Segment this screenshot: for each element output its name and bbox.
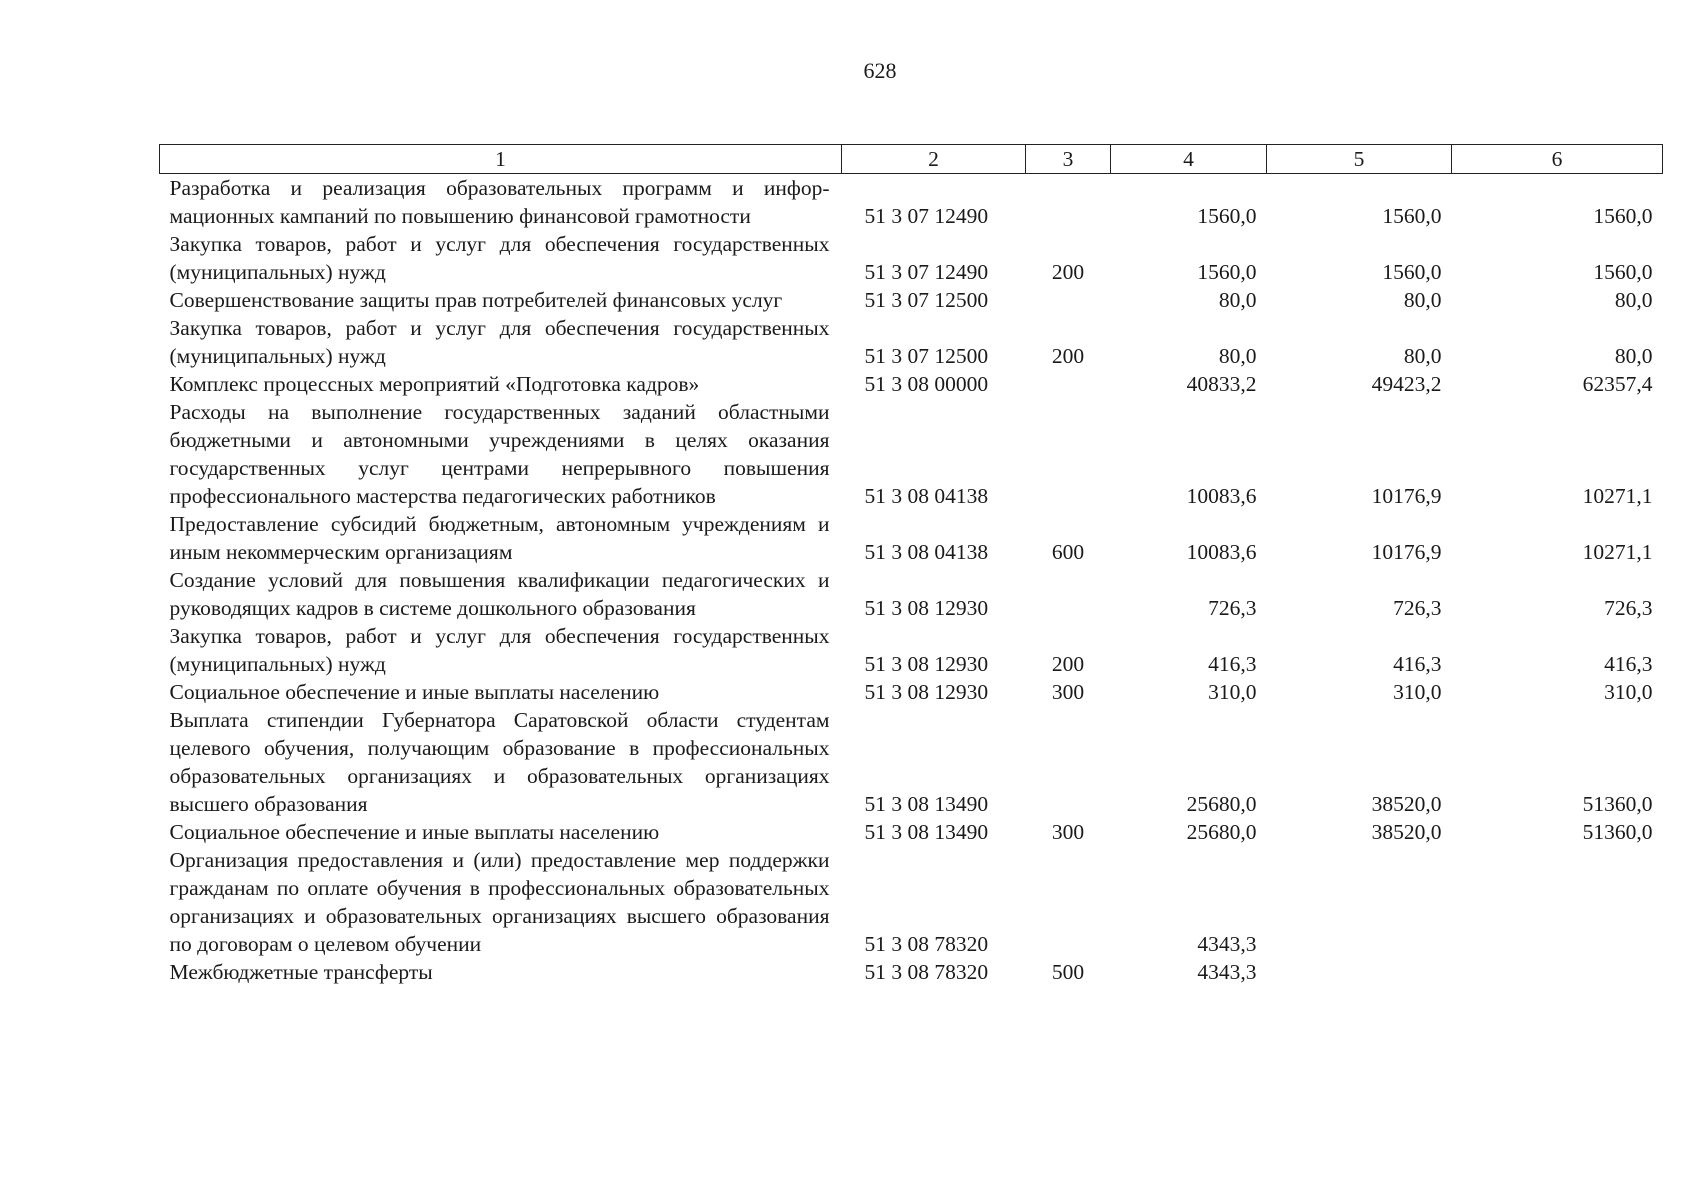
- row-description: Социальное обеспечение и иные выплаты населению: [169, 820, 660, 844]
- row-description: Выплата стипендии Губернатора Саратовской области студентам целевого обучения, получающим образование в профессиональных образовательных организациях и образовательных организациях высшего образования: [169, 708, 830, 816]
- table-row: [160, 314, 1663, 370]
- table-row: [160, 622, 1663, 678]
- column-header-2: 2: [842, 145, 1026, 174]
- table-row: [160, 706, 1663, 818]
- row-amount-year-2: 416,3: [1393, 652, 1442, 676]
- row-description: Расходы на выполнение государственных заданий областными бюджетными и автономными учреждениями в целях оказания государственных услуг центрами непрерывного повышения профессионального мастерства педагогических работников: [169, 400, 830, 508]
- row-amount-year-2: [1267, 846, 1452, 958]
- row-code: 51 3 08 12930: [864, 680, 989, 704]
- row-description: Разработка и реализация образовательных программ и информационных кампаний по повышению финансовой грамотности: [169, 176, 830, 228]
- row-expense-type: [1026, 566, 1111, 622]
- column-header-6: 6: [1452, 145, 1663, 174]
- table-row: [160, 174, 1663, 231]
- row-amount-year-1: 1560,0: [1197, 260, 1257, 284]
- row-amount-year-1: 80,0: [1218, 288, 1257, 312]
- row-amount-year-3: 416,3: [1604, 652, 1653, 676]
- row-expense-type: 500: [1051, 960, 1085, 984]
- table-body: [160, 174, 1663, 987]
- row-amount-year-2: 10176,9: [1371, 540, 1442, 564]
- row-description: Социальное обеспечение и иные выплаты населению: [169, 680, 660, 704]
- table-row: [160, 398, 1663, 510]
- row-description: Предоставление субсидий бюджетным, автономным учреждениям и иным некоммерческим организациям: [169, 512, 830, 564]
- table-row: [160, 286, 1663, 314]
- row-expense-type: [1026, 370, 1111, 398]
- row-expense-type: [1026, 846, 1111, 958]
- row-amount-year-2: 10176,9: [1371, 484, 1442, 508]
- row-code: 51 3 08 78320: [864, 960, 989, 984]
- row-code: 51 3 08 12930: [864, 652, 989, 676]
- table-row: [160, 566, 1663, 622]
- row-code: 51 3 07 12490: [864, 260, 989, 284]
- row-expense-type: 600: [1051, 540, 1085, 564]
- row-code: 51 3 08 12930: [864, 596, 989, 620]
- column-header-4: 4: [1111, 145, 1267, 174]
- row-description: Организация предоставления и (или) предоставление мер поддержки гражданам по оплате обучения в профессиональных образовательных организациях и образовательных организациях высшего образования по договорам о целевом обучении: [169, 848, 830, 956]
- row-code: 51 3 08 13490: [864, 820, 989, 844]
- row-description: Закупка товаров, работ и услуг для обеспечения государственных (муниципальных) нужд: [169, 232, 830, 284]
- row-code: 51 3 08 04138: [864, 540, 989, 564]
- budget-table: [159, 144, 1663, 986]
- row-amount-year-1: 416,3: [1208, 652, 1257, 676]
- column-header-3: 3: [1026, 145, 1111, 174]
- row-amount-year-3: [1452, 846, 1663, 958]
- row-code: 51 3 07 12490: [864, 204, 989, 228]
- row-amount-year-3: 51360,0: [1582, 792, 1653, 816]
- row-description: Межбюджетные трансферты: [169, 960, 433, 984]
- row-amount-year-3: 80,0: [1614, 344, 1653, 368]
- row-amount-year-2: 38520,0: [1371, 820, 1442, 844]
- row-code: 51 3 08 00000: [864, 372, 989, 396]
- row-amount-year-3: 1560,0: [1593, 260, 1653, 284]
- row-amount-year-3: 1560,0: [1593, 204, 1653, 228]
- row-amount-year-3: 51360,0: [1582, 820, 1653, 844]
- row-amount-year-2: 1560,0: [1382, 260, 1442, 284]
- row-amount-year-1: 10083,6: [1186, 484, 1257, 508]
- row-expense-type: 200: [1051, 260, 1085, 284]
- table-row: [160, 678, 1663, 706]
- table-row: [160, 370, 1663, 398]
- table-row: [160, 958, 1663, 986]
- row-amount-year-1: 726,3: [1208, 596, 1257, 620]
- row-amount-year-2: 726,3: [1393, 596, 1442, 620]
- row-amount-year-3: 62357,4: [1582, 372, 1653, 396]
- row-amount-year-1: 1560,0: [1197, 204, 1257, 228]
- row-expense-type: 300: [1051, 680, 1085, 704]
- row-amount-year-2: 1560,0: [1382, 204, 1442, 228]
- header-row: [160, 145, 1663, 174]
- row-code: 51 3 08 04138: [864, 484, 989, 508]
- row-expense-type: [1026, 398, 1111, 510]
- row-amount-year-2: [1267, 958, 1452, 986]
- row-amount-year-1: 40833,2: [1186, 372, 1257, 396]
- row-description: Закупка товаров, работ и услуг для обеспечения государственных (муниципальных) нужд: [169, 624, 830, 676]
- row-amount-year-1: 25680,0: [1186, 792, 1257, 816]
- row-amount-year-3: 310,0: [1604, 680, 1653, 704]
- row-amount-year-1: 310,0: [1208, 680, 1257, 704]
- row-expense-type: [1026, 286, 1111, 314]
- row-amount-year-2: 80,0: [1403, 344, 1442, 368]
- row-code: 51 3 08 13490: [864, 792, 989, 816]
- table-row: [160, 510, 1663, 566]
- row-description: Создание условий для повышения квалификации педагогических и руководящих кадров в системе дошкольного образования: [169, 568, 830, 620]
- row-amount-year-2: 80,0: [1403, 288, 1442, 312]
- column-header-1: 1: [160, 145, 842, 174]
- row-amount-year-3: 726,3: [1604, 596, 1653, 620]
- row-amount-year-1: 4343,3: [1197, 960, 1257, 984]
- row-code: 51 3 07 12500: [864, 344, 989, 368]
- row-amount-year-1: 80,0: [1218, 344, 1257, 368]
- row-code: 51 3 07 12500: [864, 288, 989, 312]
- row-code: 51 3 08 78320: [864, 932, 989, 956]
- row-description: Совершенствование защиты прав потребителей финансовых услуг: [169, 288, 783, 312]
- row-expense-type: [1026, 706, 1111, 818]
- row-amount-year-3: [1452, 958, 1663, 986]
- row-expense-type: 200: [1051, 652, 1085, 676]
- row-expense-type: [1026, 174, 1111, 231]
- column-header-5: 5: [1267, 145, 1452, 174]
- row-amount-year-3: 10271,1: [1582, 484, 1653, 508]
- row-amount-year-2: 38520,0: [1371, 792, 1442, 816]
- row-description: Закупка товаров, работ и услуг для обеспечения государственных (муниципальных) нужд: [169, 316, 830, 368]
- row-expense-type: 300: [1051, 820, 1085, 844]
- row-amount-year-3: 80,0: [1614, 288, 1653, 312]
- row-expense-type: 200: [1051, 344, 1085, 368]
- row-description: Комплекс процессных мероприятий «Подготовка кадров»: [169, 372, 700, 396]
- table-header: [160, 145, 1663, 174]
- row-amount-year-2: 49423,2: [1371, 372, 1442, 396]
- table-row: [160, 230, 1663, 286]
- row-amount-year-1: 4343,3: [1197, 932, 1257, 956]
- row-amount-year-1: 25680,0: [1186, 820, 1257, 844]
- row-amount-year-2: 310,0: [1393, 680, 1442, 704]
- row-amount-year-1: 10083,6: [1186, 540, 1257, 564]
- row-amount-year-3: 10271,1: [1582, 540, 1653, 564]
- page-number: 628: [863, 58, 897, 83]
- table-row: [160, 818, 1663, 846]
- table-row: [160, 846, 1663, 958]
